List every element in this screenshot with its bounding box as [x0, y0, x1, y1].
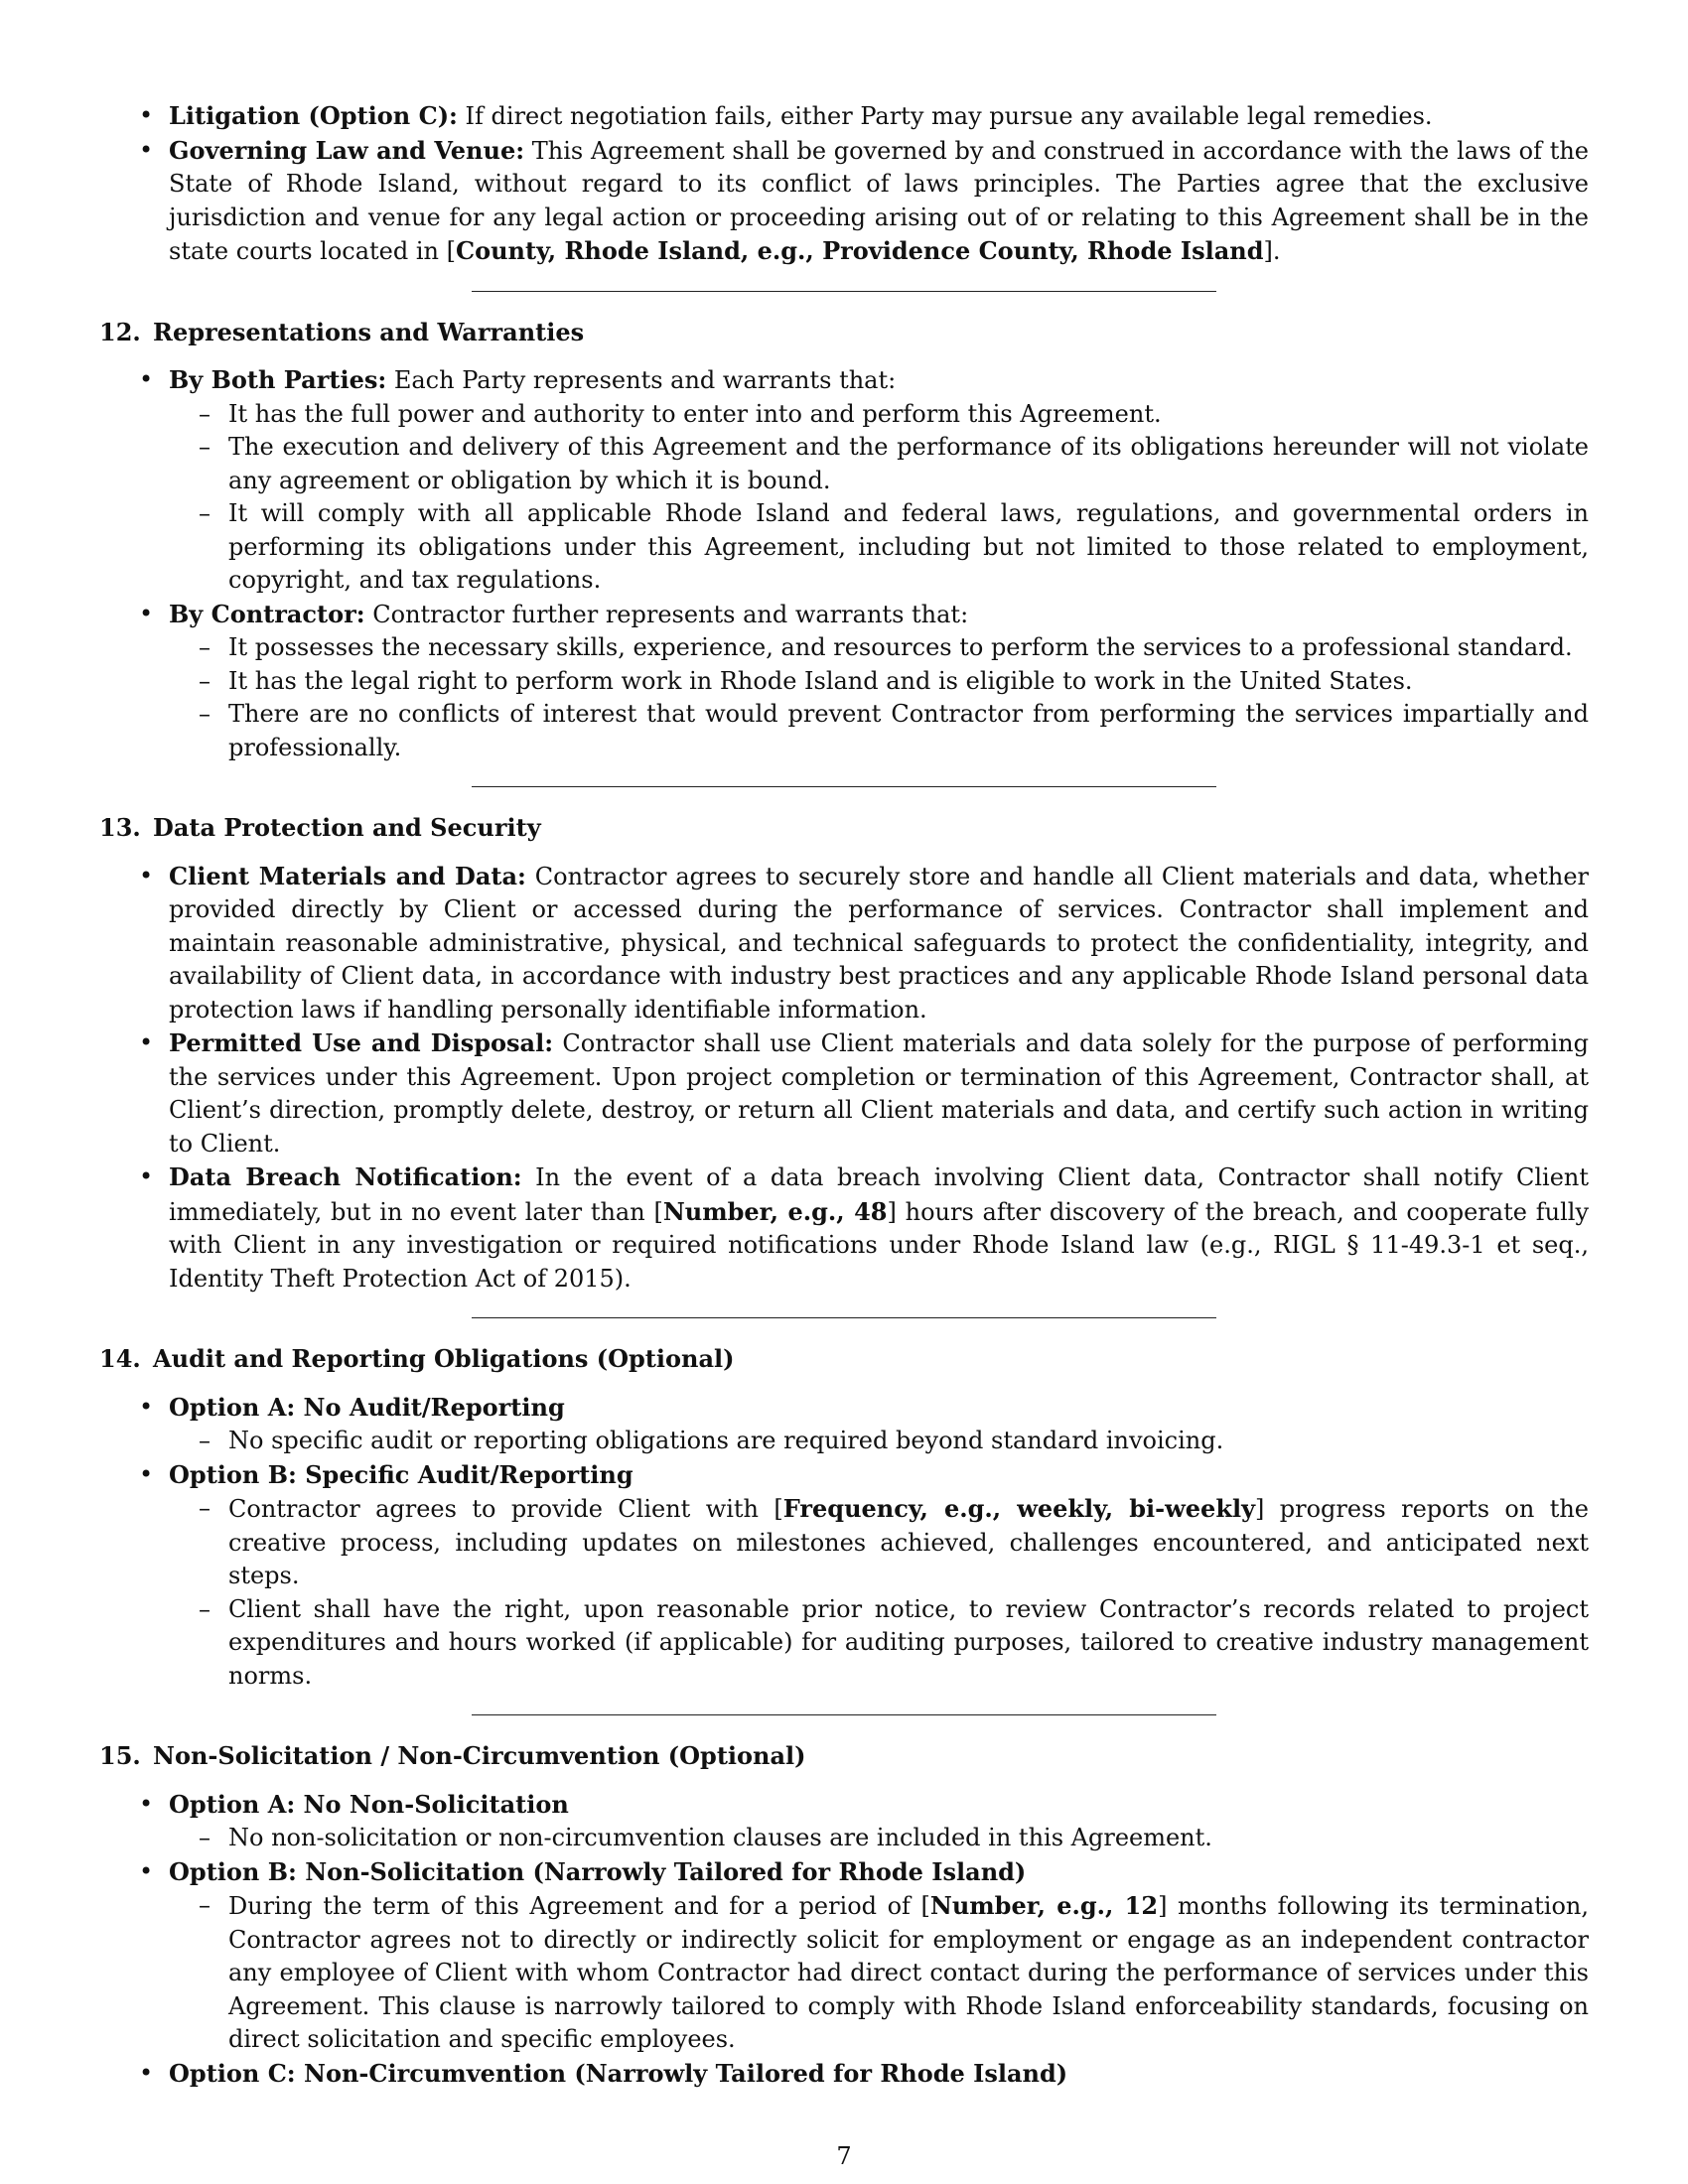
section-heading: [99, 811, 1589, 845]
item-label: Data Breach Notification:: [169, 1162, 522, 1191]
section-title: Non-Solicitation / Non-Circumvention (Optional): [153, 1741, 806, 1770]
sub-item-text-after: ] progress reports on the creative process, including updates on milestones achieved, challenges encountered, and anticipated next steps.: [228, 1495, 1590, 1589]
intro-list: [99, 99, 1589, 269]
section-heading: [99, 1342, 1589, 1376]
sub-item-text: During the term of this Agreement and for a period of [: [228, 1892, 930, 1920]
list-item: [99, 598, 1589, 765]
list-item: [99, 1160, 1589, 1296]
section-number: 15.: [99, 1741, 141, 1770]
item-label: Option B: Non-Solicitation (Narrowly Tailored for Rhode Island): [169, 1856, 1027, 1886]
section-number: 14.: [99, 1344, 141, 1373]
item-text: Each Party represents and warrants that:: [386, 366, 897, 394]
sub-list: [169, 1425, 1589, 1458]
sub-list-item: – It will comply with all applicable Rhode Island and federal laws, regulations, and governmental orders in performing its obligations under this Agreement, including but not limited to those related to employment, copyright, and tax regulations.: [169, 497, 1589, 598]
list-item: [99, 1458, 1589, 1694]
section-list: [99, 1391, 1589, 1694]
item-text: If direct negotiation fails, either Party may pursue any available legal remedies.: [457, 102, 1433, 130]
placeholder-insert: Number, e.g., 48: [662, 1196, 888, 1226]
placeholder-insert: Number, e.g., 12: [929, 1891, 1159, 1920]
list-item: [99, 1855, 1589, 2057]
sub-list-item: [169, 1889, 1589, 2057]
sub-list: [169, 1492, 1589, 1693]
item-text-after: ] hours after discovery of the breach, and cooperate fully with Client in any investigation or required notifications under Rhode Island law (e.g., RIGL § 11-49.3-1 et seq., Identity Theft Protection Act of 2015).: [169, 1197, 1589, 1293]
sub-list: [169, 1822, 1589, 1855]
sub-item-text: Contractor agrees to provide Client with [: [228, 1495, 783, 1523]
list-item: [99, 860, 1589, 1027]
sub-list-item: [169, 1492, 1589, 1593]
item-label: By Contractor:: [169, 599, 365, 628]
page-number: 7: [836, 2142, 852, 2170]
sub-list-item: – The execution and delivery of this Agreement and the performance of its obligations hereunder will not violate any agreement or obligation by which it is bound.: [169, 431, 1589, 497]
item-label: Litigation (Option C):: [169, 101, 458, 130]
item-label: Governing Law and Venue:: [169, 135, 525, 165]
section-list: [99, 1788, 1589, 2092]
item-label: Option C: Non-Circumvention (Narrowly Tailored for Rhode Island): [169, 2058, 1068, 2088]
item-label: Option A: No Non-Solicitation: [169, 1789, 569, 1819]
item-text: In the event of a data breach involving Client data, Contractor shall notify Client immediately, but in no event later than [: [169, 1163, 1590, 1226]
list-item: [99, 1391, 1589, 1458]
sub-list-item: – It possesses the necessary skills, experience, and resources to perform the services to a professional standard.: [169, 631, 1589, 665]
item-text-after: ].: [1263, 237, 1281, 265]
section-title: Data Protection and Security: [153, 813, 541, 842]
item-text: Contractor shall use Client materials and data solely for the purpose of performing the services under this Agreement. Upon project completion or termination of this Agreement, Contractor shall, at Client’s direction, promptly delete, destroy, or return all Client materials and data, and certify such action in writing to Client.: [169, 1029, 1589, 1158]
item-label: Client Materials and Data:: [169, 861, 526, 890]
item-text: Contractor further represents and warrants that:: [364, 600, 969, 628]
sub-list-item: – It has the full power and authority to enter into and perform this Agreement.: [169, 398, 1589, 432]
sub-list: [169, 1889, 1589, 2057]
sub-list-item: – Client shall have the right, upon reasonable prior notice, to review Contractor’s records related to project expenditures and hours worked (if applicable) for auditing purposes, tailored to creative industry management norms.: [169, 1593, 1589, 1694]
sub-list-item: – It has the legal right to perform work in Rhode Island and is eligible to work in the United States.: [169, 665, 1589, 699]
section-heading: [99, 316, 1589, 349]
list-item: [99, 1788, 1589, 1855]
list-item: [99, 99, 1589, 134]
section-title: Representations and Warranties: [153, 317, 585, 346]
sub-list-item: – There are no conflicts of interest that would prevent Contractor from performing the services impartially and professionally.: [169, 698, 1589, 764]
section-heading: [99, 1739, 1589, 1773]
item-text: Contractor agrees to securely store and handle all Client materials and data, whether provided directly by Client or accessed during the performance of services. Contractor shall implement and maintain reasonable administrative, physical, and technical safeguards to protect the confidentiality, integrity, and availability of Client data, in accordance with industry best practices and any applicable Rhode Island personal data protection laws if handling personally identifiable information.: [169, 862, 1589, 1024]
placeholder-insert: County, Rhode Island, e.g., Providence County, Rhode Island: [456, 236, 1264, 265]
sub-list-item: – No specific audit or reporting obligations are required beyond standard invoicing.: [169, 1425, 1589, 1458]
section-number: 13.: [99, 813, 141, 842]
list-item: [99, 363, 1589, 598]
list-item: [99, 1026, 1589, 1160]
item-text: This Agreement shall be governed by and construed in accordance with the laws of the State of Rhode Island, without regard to its conflict of laws principles. The Parties agree that the exclusive jurisdiction and venue for any legal action or proceeding arising out of or relating to this Agreement shall be in the state courts located in [: [169, 136, 1589, 265]
section-list: [99, 860, 1589, 1297]
sub-list: [169, 398, 1589, 598]
item-label: Permitted Use and Disposal:: [169, 1028, 554, 1057]
item-label: Option A: No Audit/Reporting: [169, 1392, 565, 1422]
section-number: 12.: [99, 317, 141, 346]
placeholder-insert: Frequency, e.g., weekly, bi-weekly: [782, 1494, 1256, 1523]
section-title: Audit and Reporting Obligations (Optional): [153, 1344, 735, 1373]
list-item: [99, 134, 1589, 269]
item-label: By Both Parties:: [169, 365, 387, 394]
sub-list: [169, 631, 1589, 764]
sub-item-text-after: ] months following its termination, Contractor agrees not to directly or indirectly solicit for employment or engage as an independent contractor any employee of Client with whom Contractor had direct contact during the performance of services under this Agreement. This clause is narrowly tailored to comply with Rhode Island enforceability standards, focusing on direct solicitation and specific employees.: [228, 1892, 1589, 2053]
section-list: [99, 363, 1589, 764]
list-item: [99, 2057, 1589, 2092]
sub-list-item: – No non-solicitation or non-circumvention clauses are included in this Agreement.: [169, 1822, 1589, 1855]
item-label: Option B: Specific Audit/Reporting: [169, 1459, 633, 1489]
